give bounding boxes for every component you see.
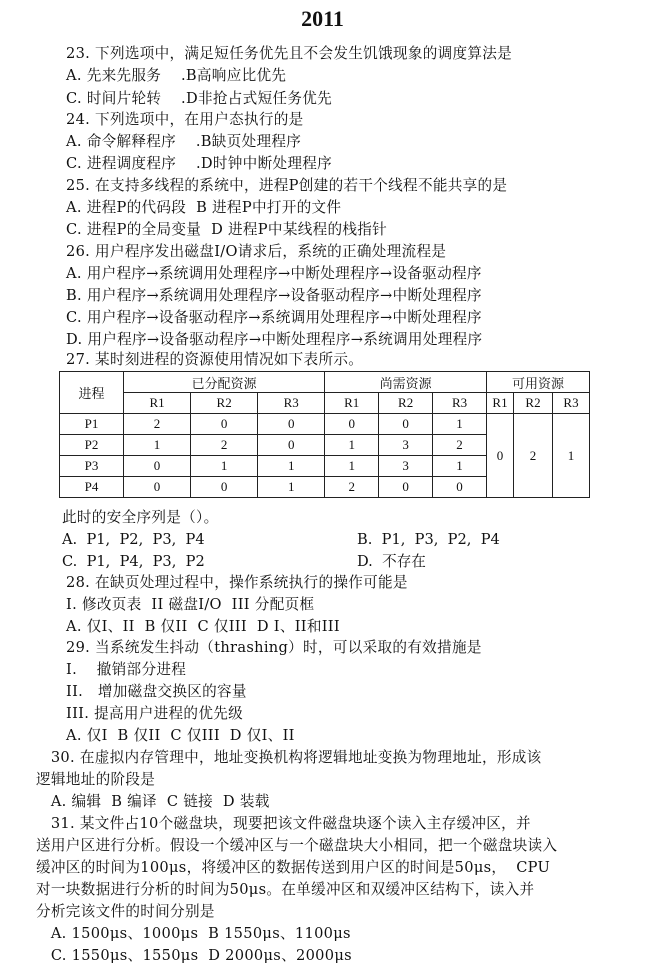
question-27-prompt: 此时的安全序列是（）。 (62, 509, 219, 526)
alloc-cell: 1 (258, 477, 325, 498)
alloc-cell: 0 (124, 456, 191, 477)
process-cell: P2 (60, 435, 124, 456)
sub-header: R3 (433, 393, 487, 414)
alloc-cell: 2 (191, 435, 258, 456)
question-26: 26. 用户程序发出磁盘I/O请求后，系统的正确处理流程是 (66, 243, 447, 260)
need-cell: 2 (325, 477, 379, 498)
sub-header: R2 (514, 393, 553, 414)
question-26-opt-c: C. 用户程序→设备驱动程序→系统调用处理程序→中断处理程序 (66, 309, 482, 326)
question-24-opt-cd: C. 进程调度程序 .D时钟中断处理程序 (66, 155, 333, 172)
question-29-item-ii: II. 增加磁盘交换区的容量 (66, 683, 247, 700)
question-24-opt-ab: A. 命令解释程序 .B缺页处理程序 (66, 133, 302, 150)
question-27-opt-d: D. 不存在 (357, 553, 426, 570)
question-23-opt-cd: C. 时间片轮转 .D非抢占式短任务优先 (66, 90, 333, 107)
resource-table (59, 371, 590, 498)
need-cell: 1 (325, 456, 379, 477)
alloc-cell: 1 (124, 435, 191, 456)
need-cell: 0 (379, 414, 433, 435)
question-25-opt-cd: C. 进程P的全局变量 D 进程P中某线程的栈指针 (66, 221, 388, 238)
need-cell: 0 (325, 414, 379, 435)
sub-header: R3 (553, 393, 590, 414)
alloc-cell: 0 (124, 477, 191, 498)
process-cell: P1 (60, 414, 124, 435)
question-31: 31. 某文件占10个磁盘块，现要把该文件磁盘块逐个读入主存缓冲区，并 (36, 815, 531, 832)
header-needed: 尚需资源 (325, 372, 487, 393)
question-30-options: A. 编辑 B 编译 C 链接 D 装载 (36, 793, 270, 810)
header-allocated: 已分配资源 (124, 372, 325, 393)
header-process: 进程 (60, 372, 124, 414)
question-29-options: A. 仅I B 仅II C 仅III D 仅I、II (66, 727, 295, 744)
header-available: 可用资源 (487, 372, 590, 393)
question-23-opt-ab: A. 先来先服务 .B高响应比优先 (66, 67, 287, 84)
need-cell: 0 (379, 477, 433, 498)
question-26-opt-b: B. 用户程序→系统调用处理程序→设备驱动程序→中断处理程序 (66, 287, 482, 304)
table-row (60, 414, 590, 435)
alloc-cell: 0 (258, 414, 325, 435)
need-cell: 1 (325, 435, 379, 456)
need-cell: 3 (379, 456, 433, 477)
question-31-line-3: 缓冲区的时间为100μs，将缓冲区的数据传送到用户区的时间是50μs， CPU (36, 859, 551, 876)
question-31-opt-ab: A. 1500μs、1000μs B 1550μs、1100μs (36, 925, 351, 942)
available-r1: 0 (487, 414, 514, 498)
question-28-items: I. 修改页表 II 磁盘I/O III 分配页框 (66, 596, 315, 613)
question-27-opt-a: A. P1, P2, P3, P4 (62, 531, 205, 548)
available-r3: 1 (553, 414, 590, 498)
need-cell: 2 (433, 435, 487, 456)
question-31-opt-cd: C. 1550μs、1550μs D 2000μs、2000μs (36, 947, 352, 964)
question-31-line-4: 对一块数据进行分析的时间为50μs。在单缓冲区和双缓冲区结构下，读入并 (36, 881, 535, 898)
question-24: 24. 下列选项中，在用户态执行的是 (66, 111, 304, 128)
question-28: 28. 在缺页处理过程中，操作系统执行的操作可能是 (66, 574, 408, 591)
need-cell: 1 (433, 414, 487, 435)
question-31-line-5: 分析完该文件的时间分别是 (36, 903, 215, 920)
sub-header: R2 (379, 393, 433, 414)
question-27: 27. 某时刻进程的资源使用情况如下表所示。 (66, 351, 364, 368)
question-29-item-i: I. 撤销部分进程 (66, 661, 187, 678)
question-26-opt-d: D. 用户程序→设备驱动程序→中断处理程序→系统调用处理程序 (66, 331, 483, 348)
need-cell: 0 (433, 477, 487, 498)
sub-header: R3 (258, 393, 325, 414)
question-25: 25. 在支持多线程的系统中，进程P创建的若干个线程不能共享的是 (66, 177, 508, 194)
process-cell: P4 (60, 477, 124, 498)
sub-header: R1 (487, 393, 514, 414)
alloc-cell: 1 (258, 456, 325, 477)
question-30-cont: 逻辑地址的阶段是 (36, 771, 156, 788)
question-30: 30. 在虚拟内存管理中，地址变换机构将逻辑地址变换为物理地址，形成该 (36, 749, 542, 766)
process-cell: P3 (60, 456, 124, 477)
question-28-options: A. 仅I、II B 仅II C 仅III D I、II和III (66, 618, 340, 635)
question-29: 29. 当系统发生抖动（thrashing）时，可以采取的有效措施是 (66, 639, 482, 656)
sub-header: R1 (124, 393, 191, 414)
sub-header: R1 (325, 393, 379, 414)
alloc-cell: 0 (258, 435, 325, 456)
need-cell: 3 (379, 435, 433, 456)
alloc-cell: 0 (191, 477, 258, 498)
question-31-line-2: 送用户区进行分析。假设一个缓冲区与一个磁盘块大小相同，把一个磁盘块读入 (36, 837, 558, 854)
question-26-opt-a: A. 用户程序→系统调用处理程序→中断处理程序→设备驱动程序 (66, 265, 482, 282)
question-27-opt-c: C. P1, P4, P3, P2 (62, 553, 205, 570)
question-29-item-iii: III. 提高用户进程的优先级 (66, 705, 244, 722)
question-27-opt-b: B. P1, P3, P2, P4 (357, 531, 500, 548)
year-title: 2011 (301, 6, 344, 31)
alloc-cell: 1 (191, 456, 258, 477)
question-23: 23. 下列选项中，满足短任务优先且不会发生饥饿现象的调度算法是 (66, 45, 513, 62)
sub-header: R2 (191, 393, 258, 414)
need-cell: 1 (433, 456, 487, 477)
alloc-cell: 2 (124, 414, 191, 435)
question-25-opt-ab: A. 进程P的代码段 B 进程P中打开的文件 (66, 199, 342, 216)
alloc-cell: 0 (191, 414, 258, 435)
available-r2: 2 (514, 414, 553, 498)
